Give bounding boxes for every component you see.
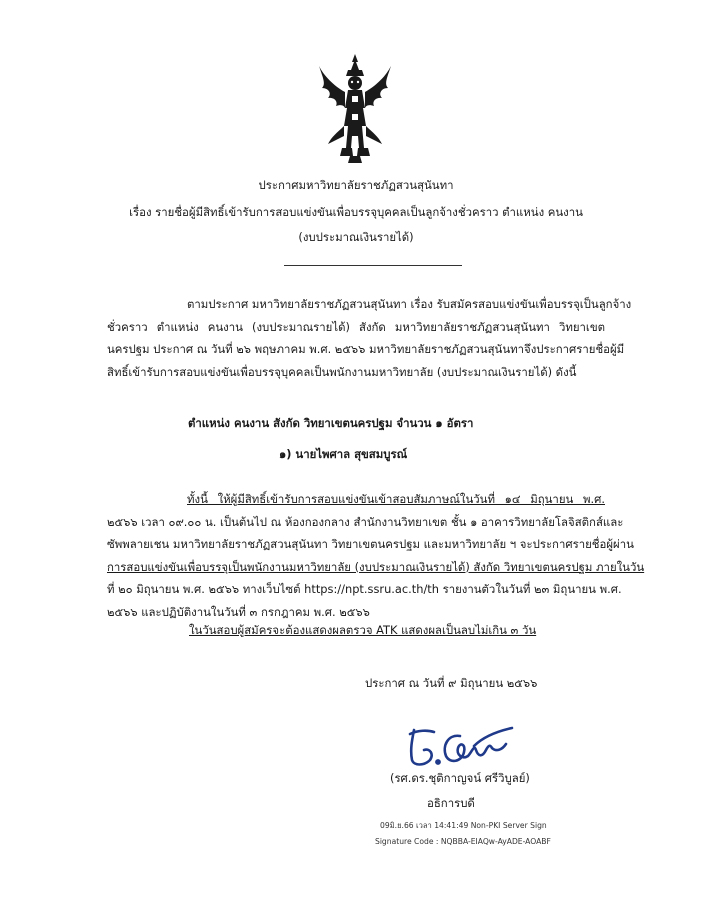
- details-line: การสอบแข่งขันเพื่อบรรจุเป็นพนักงานมหาวิทยาลัย (งบประมาณเงินรายได้) สังกัด วิทยาเขตนครปฐม ภายในวัน: [107, 559, 645, 574]
- signatory-name: (รศ.ดร.ชุติกาญจน์ ศรีวิบูลย์): [390, 771, 530, 785]
- candidate-name: ๑) นายไพศาล สุขสมบูรณ์: [279, 447, 408, 461]
- handwritten-signature-icon: [402, 724, 520, 770]
- details-line: ที่ ๒๐ มิถุนายน พ.ศ. ๒๕๖๖ ทางเว็บไซต์ https://npt.ssru.ac.th/th รายงานตัวในวันที่ ๒๓ มิถุนายน พ.ศ.: [107, 582, 622, 596]
- intro-paragraph: [107, 293, 632, 383]
- details-line: ซัพพลายเชน มหาวิทยาลัยราชภัฏสวนสุนันทา วิทยาเขตนครปฐม และมหาวิทยาลัย ฯ จะประกาศรายชื่อผู้ผ่าน: [107, 537, 634, 551]
- intro-line: สิทธิ์เข้ารับการสอบแข่งขันเพื่อบรรจุบุคคลเป็นพนักงานมหาวิทยาลัย (งบประมาณเงินรายได้) ดังนี้: [107, 364, 577, 379]
- announcement-subject: เรื่อง รายชื่อผู้มีสิทธิ์เข้ารับการสอบแข่งขันเพื่อบรรจุบุคคลเป็นลูกจ้างชั่วคราว ตำแหน่ง คนงาน: [129, 205, 583, 219]
- announce-date: ประกาศ ณ วันที่ ๙ มิถุนายน ๒๕๖๖: [365, 676, 538, 690]
- details-paragraph: [107, 488, 645, 623]
- server-sign-stamp: 09มิ.ย.66 เวลา 14:41:49 Non-PKI Server Sign: [380, 821, 547, 830]
- details-line: ๒๕๖๖ เวลา ๐๙.๐๐ น. เป็นต้นไป ณ ห้องกองกลาง สำนักงานวิทยาเขต ชั้น ๑ อาคารวิทยาลัยโลจิสติกส์และ: [107, 514, 624, 529]
- announcement-subject-budget: (งบประมาณเงินรายได้): [298, 230, 414, 244]
- announcement-org-line: ประกาศมหาวิทยาลัยราชภัฏสวนสุนันทา: [258, 178, 454, 192]
- signatory-title: อธิการบดี: [427, 796, 475, 810]
- signature-code: Signature Code : NQBBA-EIAQw-AyADE-AOABF: [375, 837, 551, 846]
- garuda-emblem-icon: [318, 52, 392, 164]
- details-line: ๒๕๖๖ และปฏิบัติงานในวันที่ ๓ กรกฎาคม พ.ศ. ๒๕๖๖: [107, 604, 370, 619]
- details-line: ทั้งนี้ ให้ผู้มีสิทธิ์เข้ารับการสอบแข่งขันเข้าสอบสัมภาษณ์ในวันที่ ๑๔ มิถุนายน พ.ศ.: [187, 492, 605, 506]
- position-heading: ตำแหน่ง คนงาน สังกัด วิทยาเขตนครปฐม จำนวน ๑ อัตรา: [188, 416, 474, 430]
- intro-line: นครปฐม ประกาศ ณ วันที่ ๒๖ พฤษภาคม พ.ศ. ๒๕๖๖ มหาวิทยาลัยราชภัฏสวนสุนันทาจึงประกาศรายชื่อผู้มี: [107, 342, 625, 356]
- intro-line: ชั่วคราว ตำแหน่ง คนงาน (งบประมาณรายได้) สังกัด มหาวิทยาลัยราชภัฏสวนสุนันทา วิทยาเขต: [107, 319, 605, 334]
- intro-line: ตามประกาศ มหาวิทยาลัยราชภัฏสวนสุนันทา เรื่อง รับสมัครสอบแข่งขันเพื่อบรรจุเป็นลูกจ้าง: [187, 297, 632, 311]
- atk-notice: ในวันสอบผู้สมัครจะต้องแสดงผลตรวจ ATK แสดงผลเป็นลบไม่เกิน ๓ วัน: [189, 623, 537, 637]
- header-divider: [284, 265, 462, 266]
